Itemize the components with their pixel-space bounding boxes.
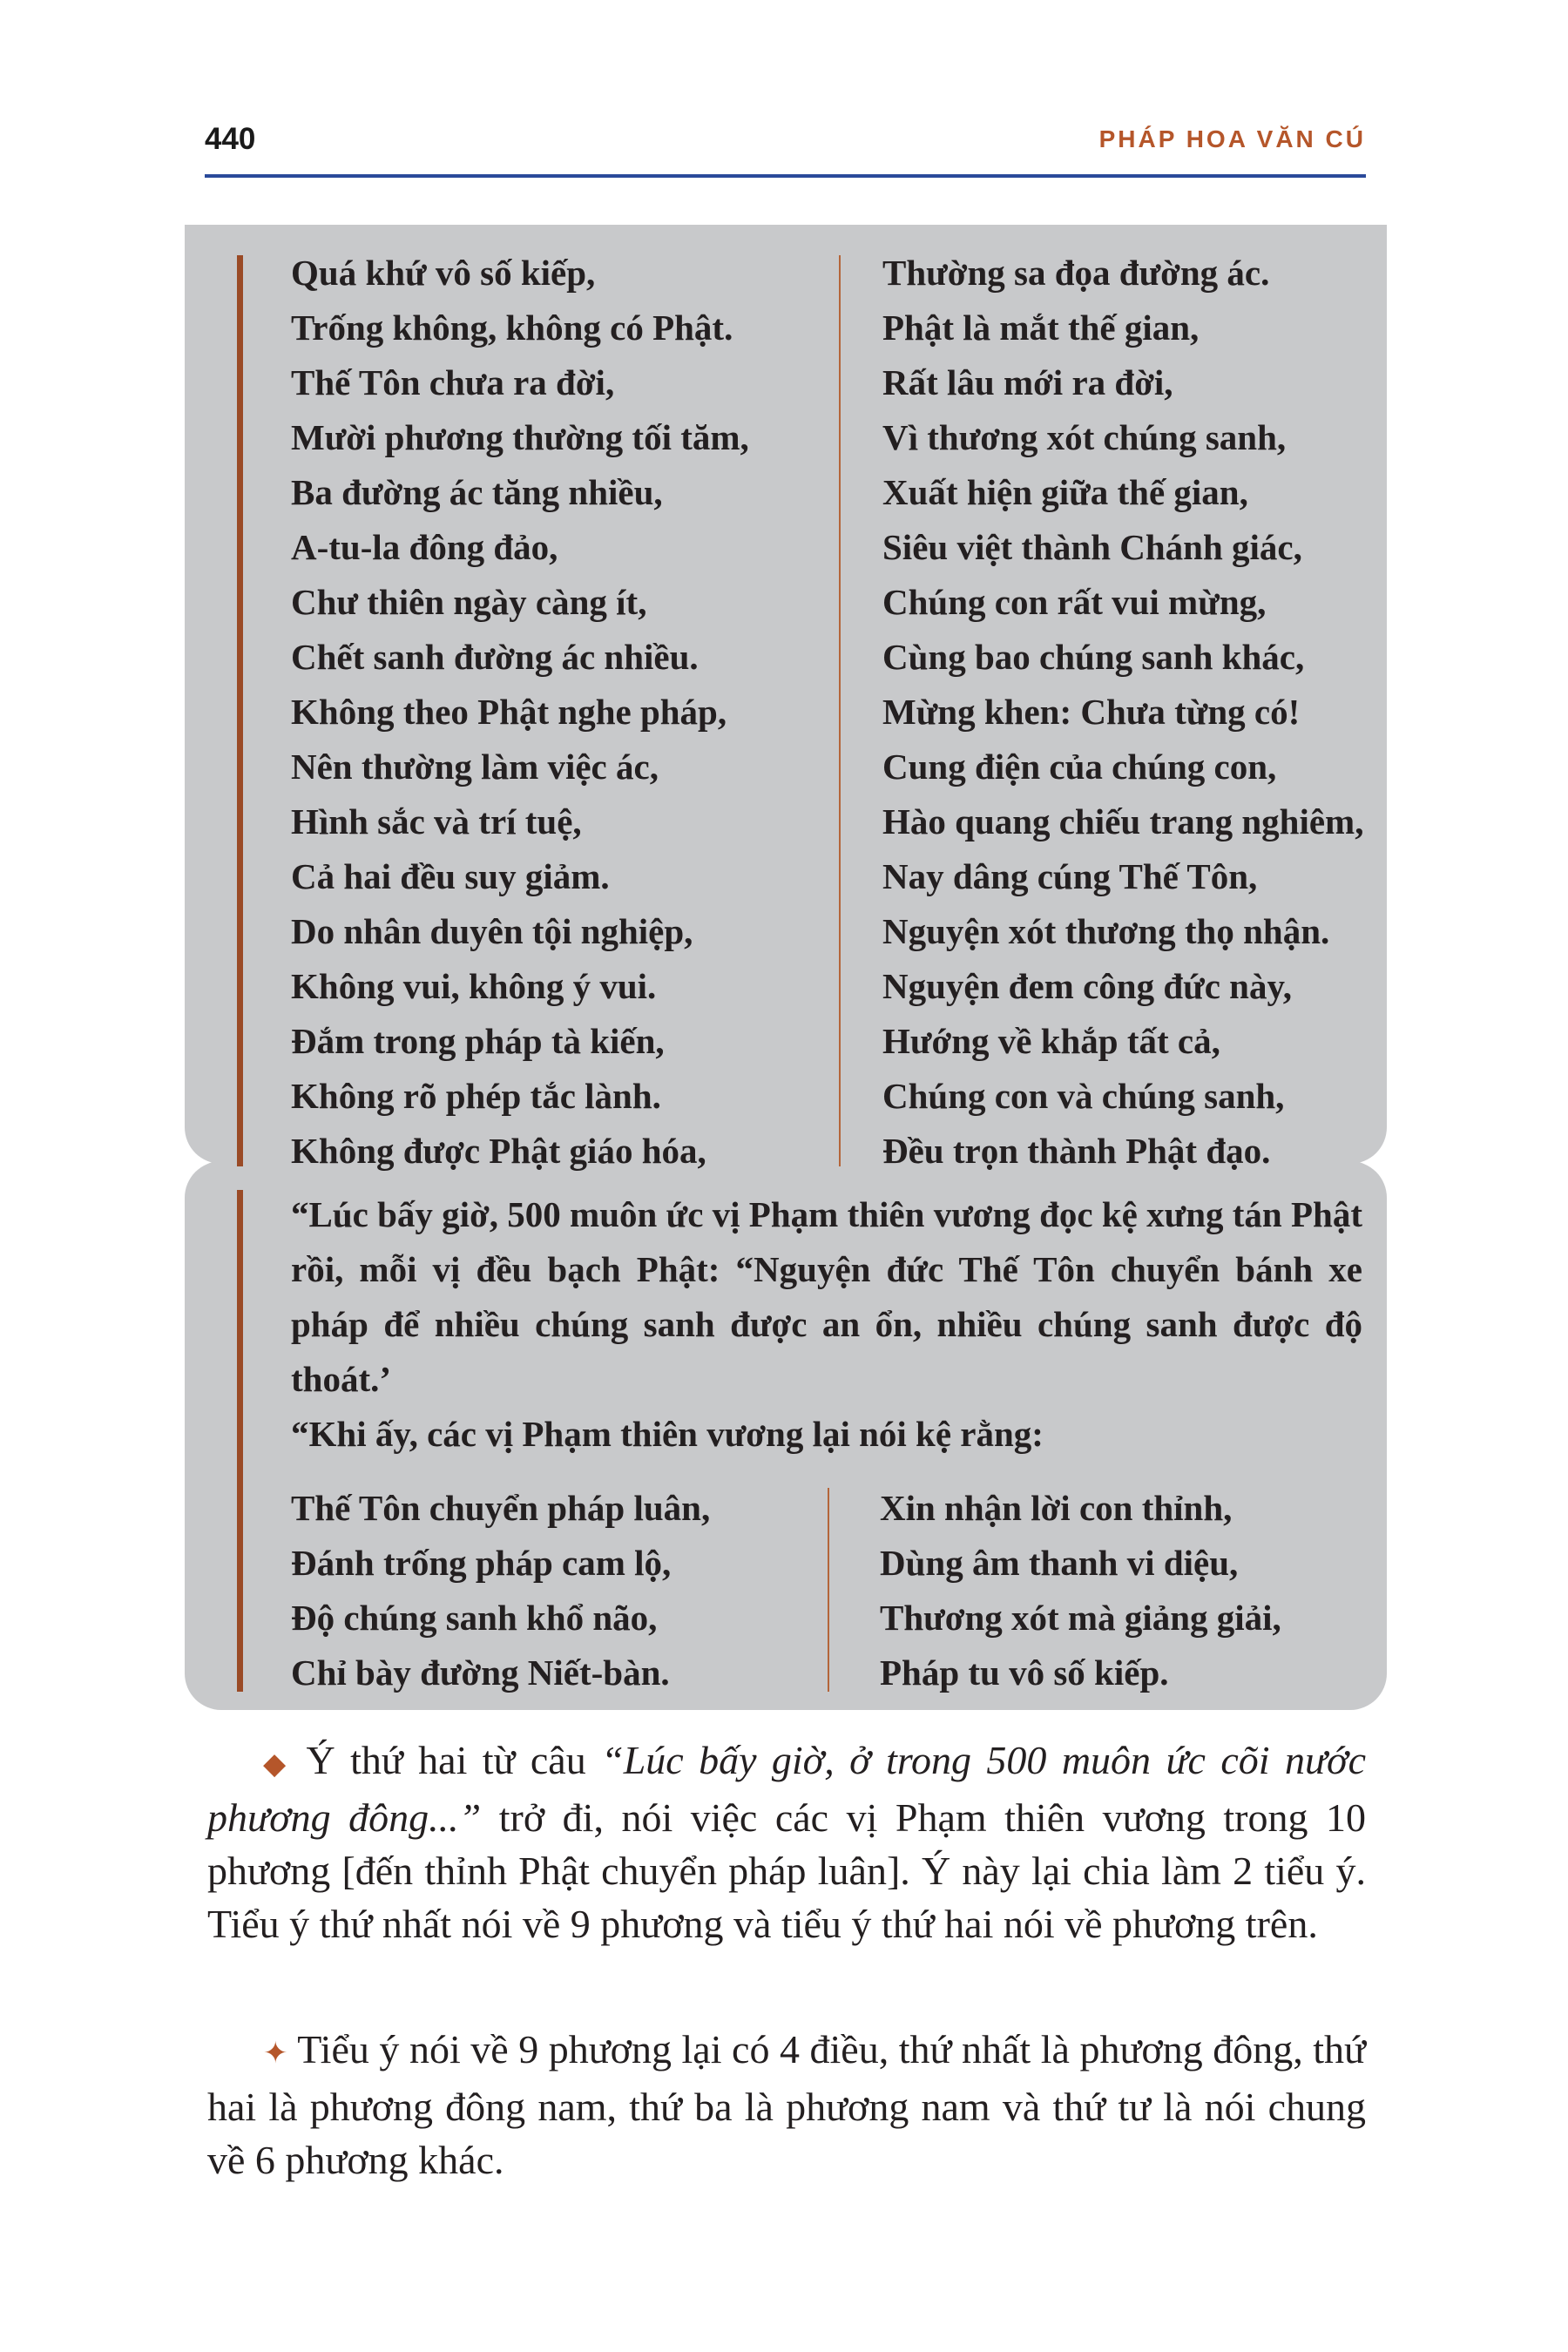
verse-line: Hình sắc và trí tuệ, <box>291 801 582 841</box>
verse-line: Phật là mắt thế gian, <box>882 308 1200 348</box>
verse-line: Cả hai đều suy giảm. <box>291 856 610 896</box>
verse-line: Thế Tôn chuyển pháp luân, <box>291 1488 711 1528</box>
verse-line: Đều trọn thành Phật đạo. <box>882 1131 1271 1171</box>
page-number: 440 <box>205 122 256 156</box>
verse-line: Thế Tôn chưa ra đời, <box>291 362 615 402</box>
verse-line: Thương xót mà giảng giải, <box>880 1598 1281 1638</box>
body-paragraph-2 <box>207 2023 1366 2186</box>
verse-line: A-tu-la đông đảo, <box>291 527 558 567</box>
verse-line: Mừng khen: Chưa từng có! <box>882 692 1301 732</box>
quote-paragraph: “Lúc bấy giờ, 500 muôn ức vị Phạm thiên vương đọc kệ xưng tán Phật rồi, mỗi vị đều bạch Phật: “Nguyện đức Thế Tôn chuyển bánh xe pháp để nhiều chúng sanh được an ổn, nhiều chúng sanh được độ thoát.’ <box>291 1194 1362 1399</box>
verse-line: Mười phương thường tối tăm, <box>291 417 749 457</box>
verse-line: Vì thương xót chúng sanh, <box>882 417 1287 457</box>
verse-line: Chúng con rất vui mừng, <box>882 582 1267 622</box>
verse-bottom-right <box>880 1481 1281 1700</box>
star-bullet-icon: ✦ <box>263 2038 288 2070</box>
verse-line: Ba đường ác tăng nhiều, <box>291 472 663 512</box>
running-title: PHÁP HOA VĂN CÚ <box>1098 125 1366 152</box>
verse-line: Độ chúng sanh khổ não, <box>291 1598 658 1638</box>
verse-line: Cùng bao chúng sanh khác, <box>882 637 1305 677</box>
verse-line: Hào quang chiếu trang nghiêm, <box>882 801 1364 841</box>
verse-top-left <box>291 246 749 1179</box>
verse-line: Nguyện đem công đức này, <box>882 966 1292 1006</box>
quote-paragraph: “Khi ấy, các vị Phạm thiên vương lại nói kệ rằng: <box>291 1414 1044 1454</box>
paragraph-rest: trở đi, nói việc các vị Phạm thiên vương trong 10 phương [đến thỉnh Phật chuyển pháp luân]. Ý này lại chia làm 2 tiểu ý. Tiểu ý thứ nhất nói về 9 phương và tiểu ý thứ hai nói về phương trên. <box>207 1795 1366 1946</box>
verse-line: Xin nhận lời con thỉnh, <box>880 1488 1233 1528</box>
verse-line: Chúng con và chúng sanh, <box>882 1076 1285 1116</box>
verse-top-right <box>882 246 1363 1179</box>
verse-line: Không rõ phép tắc lành. <box>291 1076 661 1116</box>
verse-line: Xuất hiện giữa thế gian, <box>882 472 1248 512</box>
verse-line: Chỉ bày đường Niết-bàn. <box>291 1652 670 1693</box>
diamond-bullet-icon: ◆ <box>263 1748 292 1781</box>
paragraph-lead: Ý thứ hai từ câu <box>306 1738 602 1782</box>
verse-line: Dùng âm thanh vi diệu, <box>880 1543 1239 1583</box>
page-header <box>205 122 1366 178</box>
verse-line: Rất lâu mới ra đời, <box>882 362 1173 402</box>
paragraph-text: Tiểu ý nói về 9 phương lại có 4 điều, thứ nhất là phương đông, thứ hai là phương đông nam, thứ ba là phương nam và thứ tư là nói chung về 6 phương khác. <box>207 2027 1366 2182</box>
verse-divider-top <box>839 255 841 1166</box>
verse-line: Đắm trong pháp tà kiến, <box>291 1021 665 1061</box>
quote-prose <box>291 1187 1362 1462</box>
verse-line: Pháp tu vô số kiếp. <box>880 1652 1169 1693</box>
quote-accent-bar-bottom <box>237 1190 243 1692</box>
verse-line: Không theo Phật nghe pháp, <box>291 692 727 732</box>
verse-line: Hướng về khắp tất cả, <box>882 1021 1220 1061</box>
verse-bottom-left <box>291 1481 710 1700</box>
verse-line: Trống không, không có Phật. <box>291 308 733 348</box>
verse-line: Nên thường làm việc ác, <box>291 747 659 787</box>
verse-line: Không được Phật giáo hóa, <box>291 1131 706 1171</box>
verse-line: Không vui, không ý vui. <box>291 966 657 1006</box>
quote-accent-bar-top <box>237 255 243 1166</box>
verse-line: Chết sanh đường ác nhiều. <box>291 637 699 677</box>
verse-line: Cung điện của chúng con, <box>882 747 1277 787</box>
verse-line: Nay dâng cúng Thế Tôn, <box>882 856 1258 896</box>
header-rule <box>205 174 1366 178</box>
verse-line: Chư thiên ngày càng ít, <box>291 582 647 622</box>
verse-line: Thường sa đọa đường ác. <box>882 253 1270 293</box>
verse-line: Nguyện xót thương thọ nhận. <box>882 911 1330 951</box>
verse-line: Siêu việt thành Chánh giác, <box>882 527 1302 567</box>
verse-divider-bottom <box>828 1488 829 1692</box>
verse-line: Do nhân duyên tội nghiệp, <box>291 911 693 951</box>
body-paragraph-1 <box>207 1734 1366 1950</box>
paragraph-quote: “Lúc bấy giờ, ở trong 500 muôn ức cõi nước phương đông...” <box>207 1738 1366 1840</box>
verse-line: Quá khứ vô số kiếp, <box>291 253 596 293</box>
verse-line: Đánh trống pháp cam lộ, <box>291 1543 672 1583</box>
